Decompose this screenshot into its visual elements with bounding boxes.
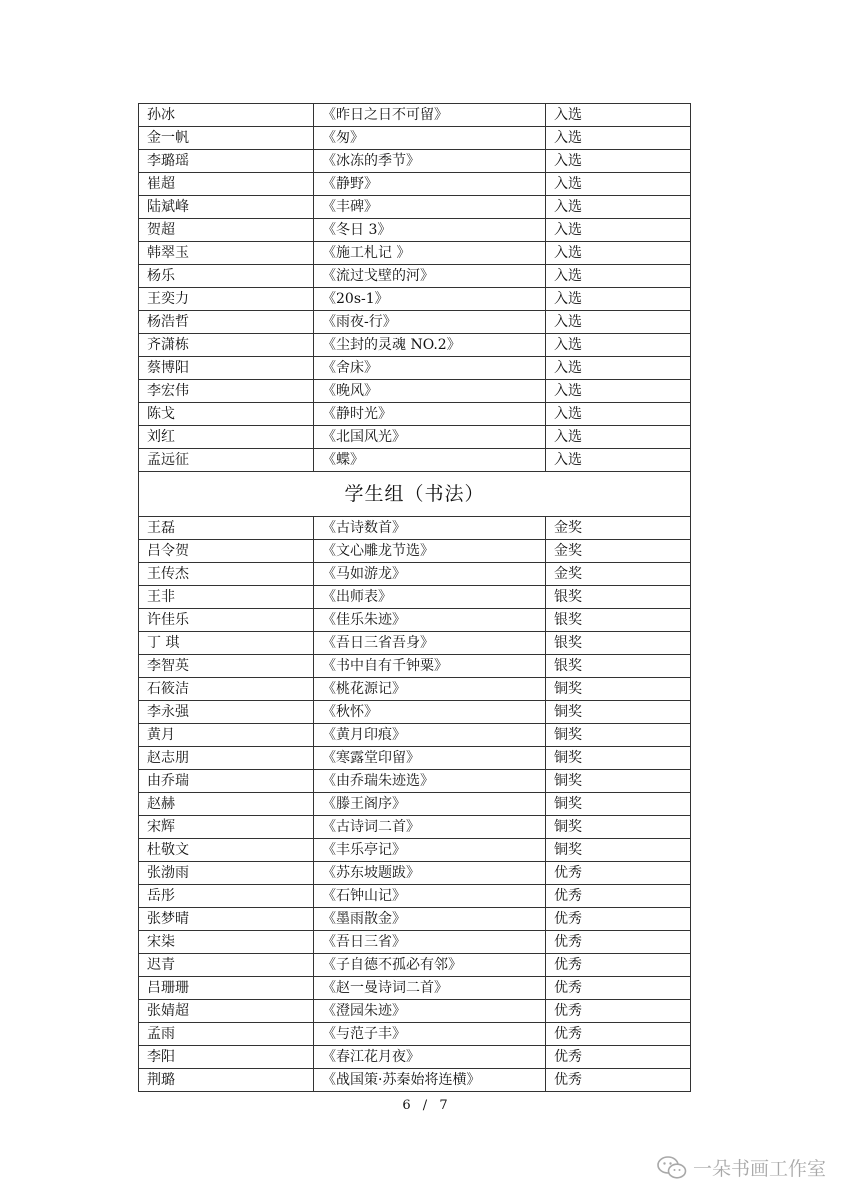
table-row: [139, 288, 691, 311]
entrant-name: 王奕力: [139, 288, 314, 311]
work-title: 《尘封的灵魂 NO.2》: [314, 334, 546, 357]
work-title: 《黄月印痕》: [314, 724, 546, 747]
work-title: 《书中自有千钟粟》: [314, 655, 546, 678]
table-row: [139, 196, 691, 219]
entrant-name: 吕令贺: [139, 540, 314, 563]
table-row: [139, 862, 691, 885]
work-title: 《石钟山记》: [314, 885, 546, 908]
work-title: 《北国风光》: [314, 426, 546, 449]
selected-entries-group: [139, 104, 691, 472]
award-level: 铜奖: [546, 724, 691, 747]
entrant-name: 王磊: [139, 517, 314, 540]
work-title: 《与范子丰》: [314, 1023, 546, 1046]
table-row: [139, 724, 691, 747]
work-title: 《施工札记 》: [314, 242, 546, 265]
award-level: 优秀: [546, 862, 691, 885]
table-row: [139, 839, 691, 862]
award-level: 入选: [546, 380, 691, 403]
award-level: 入选: [546, 242, 691, 265]
table-row: [139, 334, 691, 357]
award-level: 金奖: [546, 517, 691, 540]
award-level: 银奖: [546, 632, 691, 655]
award-level: 铜奖: [546, 678, 691, 701]
table-row: [139, 1069, 691, 1092]
entrant-name: 许佳乐: [139, 609, 314, 632]
entrant-name: 金一帆: [139, 127, 314, 150]
table-row: [139, 449, 691, 472]
award-level: 入选: [546, 288, 691, 311]
entrant-name: 赵赫: [139, 793, 314, 816]
table-row: [139, 1046, 691, 1069]
entrant-name: 杨浩哲: [139, 311, 314, 334]
work-title: 《丰乐亭记》: [314, 839, 546, 862]
table-row: [139, 1000, 691, 1023]
entrant-name: 李永强: [139, 701, 314, 724]
work-title: 《滕王阁序》: [314, 793, 546, 816]
table-row: [139, 265, 691, 288]
section-header-group: [139, 472, 691, 517]
entrant-name: 齐潇栋: [139, 334, 314, 357]
award-level: 优秀: [546, 1046, 691, 1069]
entrant-name: 孟远征: [139, 449, 314, 472]
work-title: 《苏东坡题跋》: [314, 862, 546, 885]
table-row: [139, 173, 691, 196]
table-row: [139, 977, 691, 1000]
table-row: [139, 563, 691, 586]
table-row: [139, 701, 691, 724]
table-row: [139, 816, 691, 839]
award-level: 入选: [546, 104, 691, 127]
work-title: 《古诗数首》: [314, 517, 546, 540]
award-level: 优秀: [546, 931, 691, 954]
entrant-name: 张渤雨: [139, 862, 314, 885]
work-title: 《佳乐朱迹》: [314, 609, 546, 632]
table-row: [139, 517, 691, 540]
award-level: 银奖: [546, 655, 691, 678]
award-level: 银奖: [546, 609, 691, 632]
award-level: 入选: [546, 311, 691, 334]
entrant-name: 李宏伟: [139, 380, 314, 403]
award-level: 优秀: [546, 885, 691, 908]
entrant-name: 刘红: [139, 426, 314, 449]
work-title: 《匆》: [314, 127, 546, 150]
entrant-name: 石筱洁: [139, 678, 314, 701]
work-title: 《战国策·苏秦始将连横》: [314, 1069, 546, 1092]
work-title: 《蝶》: [314, 449, 546, 472]
awards-table: [138, 103, 691, 1092]
entrant-name: 杨乐: [139, 265, 314, 288]
table-row: [139, 747, 691, 770]
section-title: 学生组（书法）: [139, 472, 691, 517]
work-title: 《赵一曼诗词二首》: [314, 977, 546, 1000]
work-title: 《墨雨散金》: [314, 908, 546, 931]
work-title: 《舍床》: [314, 357, 546, 380]
entrant-name: 张梦晴: [139, 908, 314, 931]
work-title: 《流过戈壁的河》: [314, 265, 546, 288]
work-title: 《桃花源记》: [314, 678, 546, 701]
work-title: 《吾日三省吾身》: [314, 632, 546, 655]
entrant-name: 迟青: [139, 954, 314, 977]
entrant-name: 崔超: [139, 173, 314, 196]
entrant-name: 赵志朋: [139, 747, 314, 770]
work-title: 《秋怀》: [314, 701, 546, 724]
page-number: 6 / 7: [402, 1098, 448, 1113]
table-row: [139, 127, 691, 150]
work-title: 《丰碑》: [314, 196, 546, 219]
table-row: [139, 242, 691, 265]
award-level: 入选: [546, 403, 691, 426]
table-row: [139, 793, 691, 816]
work-title: 《古诗词二首》: [314, 816, 546, 839]
award-level: 优秀: [546, 954, 691, 977]
award-level: 铜奖: [546, 747, 691, 770]
table-row: [139, 426, 691, 449]
work-title: 《昨日之日不可留》: [314, 104, 546, 127]
award-level: 金奖: [546, 540, 691, 563]
work-title: 《冬日 3》: [314, 219, 546, 242]
award-level: 入选: [546, 127, 691, 150]
award-level: 入选: [546, 449, 691, 472]
work-title: 《出师表》: [314, 586, 546, 609]
table-row: [139, 104, 691, 127]
work-title: 《吾日三省》: [314, 931, 546, 954]
work-title: 《文心雕龙节选》: [314, 540, 546, 563]
entrant-name: 陆斌峰: [139, 196, 314, 219]
award-level: 铜奖: [546, 793, 691, 816]
work-title: 《雨夜-行》: [314, 311, 546, 334]
section-header-row: [139, 472, 691, 517]
work-title: 《澄园朱迹》: [314, 1000, 546, 1023]
table-row: [139, 632, 691, 655]
work-title: 《由乔瑞朱迹选》: [314, 770, 546, 793]
entrant-name: 宋柒: [139, 931, 314, 954]
table-row: [139, 655, 691, 678]
award-level: 入选: [546, 334, 691, 357]
award-level: 铜奖: [546, 770, 691, 793]
work-title: 《晚风》: [314, 380, 546, 403]
table-row: [139, 219, 691, 242]
entrant-name: 杜敬文: [139, 839, 314, 862]
table-row: [139, 609, 691, 632]
work-title: 《静时光》: [314, 403, 546, 426]
award-level: 优秀: [546, 977, 691, 1000]
entrant-name: 蔡博阳: [139, 357, 314, 380]
entrant-name: 李阳: [139, 1046, 314, 1069]
entrant-name: 黄月: [139, 724, 314, 747]
table-row: [139, 357, 691, 380]
calligraphy-entries-group: [139, 517, 691, 1092]
entrant-name: 李璐瑶: [139, 150, 314, 173]
award-level: 入选: [546, 196, 691, 219]
award-level: 优秀: [546, 1023, 691, 1046]
work-title: 《寒露堂印留》: [314, 747, 546, 770]
entrant-name: 孟雨: [139, 1023, 314, 1046]
entrant-name: 贺超: [139, 219, 314, 242]
table-row: [139, 954, 691, 977]
entrant-name: 王传杰: [139, 563, 314, 586]
award-level: 入选: [546, 150, 691, 173]
award-level: 优秀: [546, 908, 691, 931]
entrant-name: 陈戈: [139, 403, 314, 426]
entrant-name: 宋辉: [139, 816, 314, 839]
award-level: 优秀: [546, 1069, 691, 1092]
table-row: [139, 885, 691, 908]
entrant-name: 吕珊珊: [139, 977, 314, 1000]
award-level: 铜奖: [546, 839, 691, 862]
award-level: 入选: [546, 265, 691, 288]
award-level: 入选: [546, 426, 691, 449]
entrant-name: 孙冰: [139, 104, 314, 127]
table-row: [139, 586, 691, 609]
table-row: [139, 1023, 691, 1046]
award-level: 入选: [546, 173, 691, 196]
work-title: 《马如游龙》: [314, 563, 546, 586]
award-level: 入选: [546, 219, 691, 242]
watermark: [657, 1154, 826, 1181]
award-level: 入选: [546, 357, 691, 380]
entrant-name: 王非: [139, 586, 314, 609]
entrant-name: 由乔瑞: [139, 770, 314, 793]
work-title: 《20s-1》: [314, 288, 546, 311]
table-row: [139, 931, 691, 954]
entrant-name: 韩翠玉: [139, 242, 314, 265]
table-row: [139, 150, 691, 173]
entrant-name: 荆璐: [139, 1069, 314, 1092]
table-row: [139, 678, 691, 701]
table-row: [139, 770, 691, 793]
entrant-name: 岳彤: [139, 885, 314, 908]
table-row: [139, 380, 691, 403]
work-title: 《冰冻的季节》: [314, 150, 546, 173]
entrant-name: 李智英: [139, 655, 314, 678]
table-row: [139, 908, 691, 931]
award-level: 金奖: [546, 563, 691, 586]
award-level: 银奖: [546, 586, 691, 609]
entrant-name: 丁 琪: [139, 632, 314, 655]
award-level: 优秀: [546, 1000, 691, 1023]
work-title: 《春江花月夜》: [314, 1046, 546, 1069]
table-row: [139, 540, 691, 563]
wechat-icon: [657, 1155, 687, 1181]
award-level: 铜奖: [546, 816, 691, 839]
award-level: 铜奖: [546, 701, 691, 724]
work-title: 《静野》: [314, 173, 546, 196]
work-title: 《子自德不孤必有邻》: [314, 954, 546, 977]
entrant-name: 张婧超: [139, 1000, 314, 1023]
table-row: [139, 311, 691, 334]
watermark-text: 一朵书画工作室: [692, 1158, 826, 1180]
table-row: [139, 403, 691, 426]
